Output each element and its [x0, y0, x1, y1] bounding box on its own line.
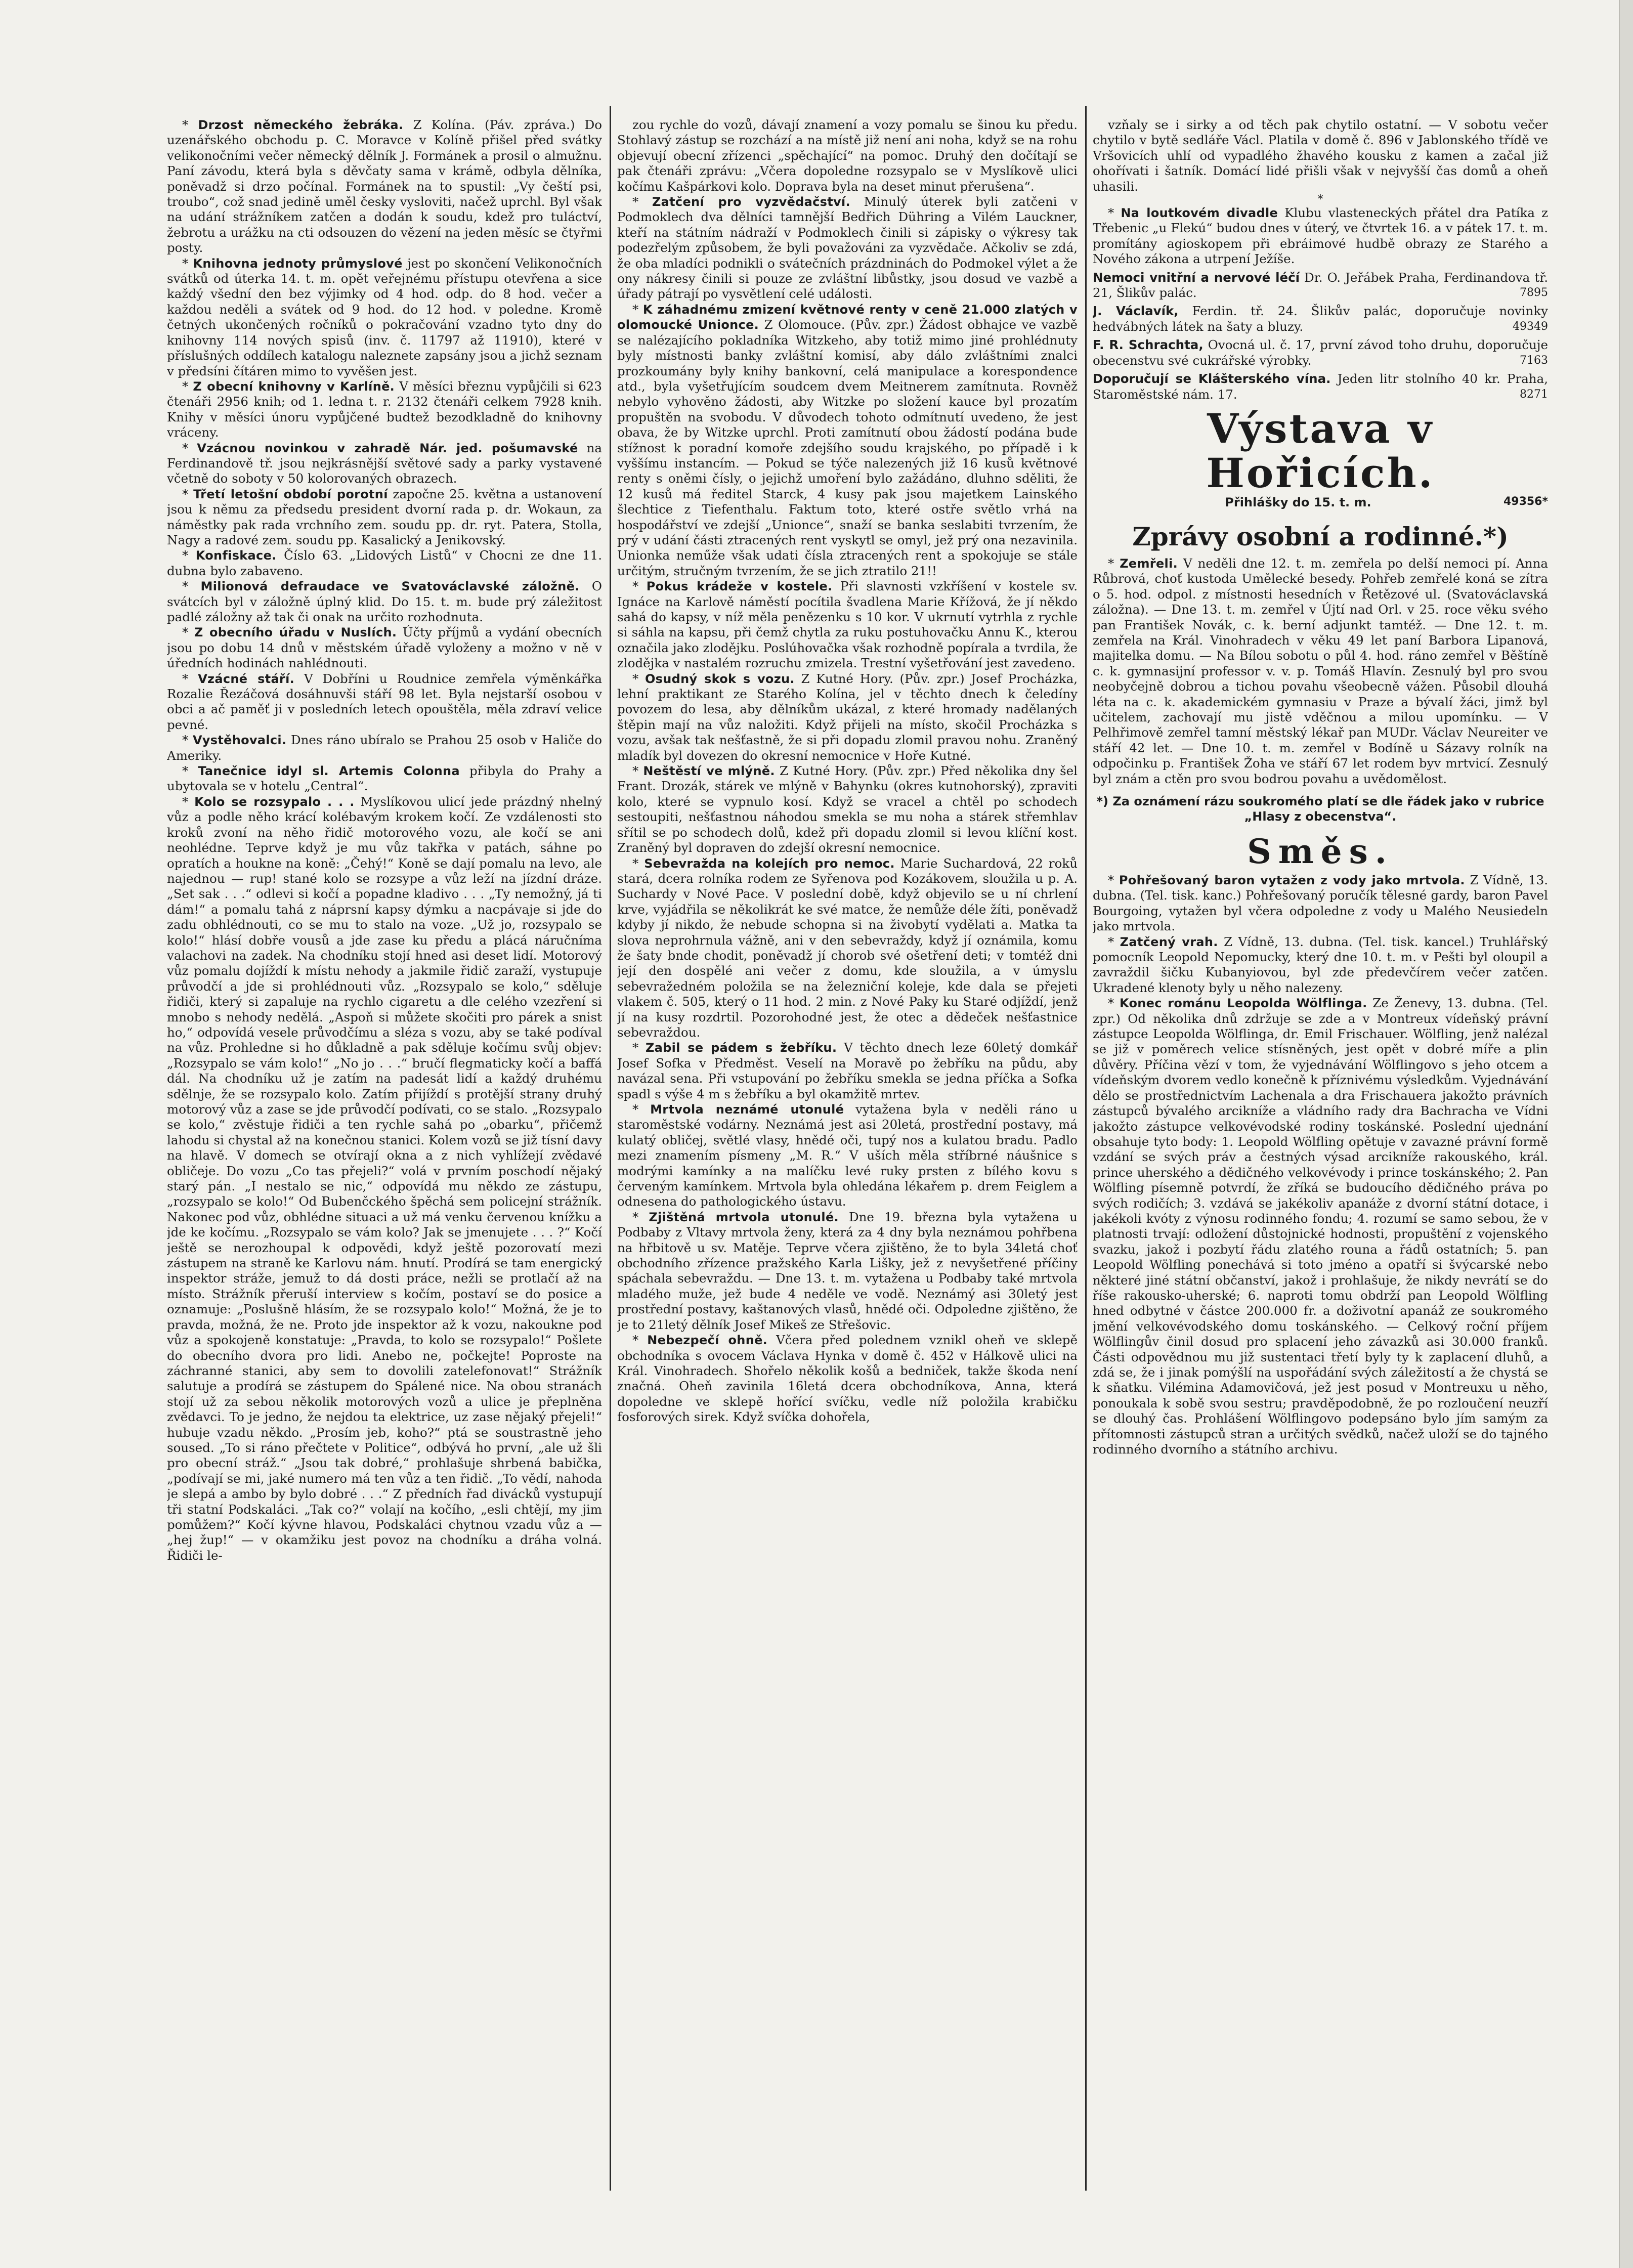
article-star: * — [182, 440, 197, 455]
article-text: Minulý úterek byli zatčeni v Podmoklech dva dělníci tamnější Bedřich Dühring a Vilém Lauckner, kteří na státním nádraží v Podmoklech činili si zápisky o výkresy tak podezřelým způsobem, že byli považováni za vyzvědače. Ačkoliv se zdá, že oba mladíci podnikli o svátečních prázdninách do Podmokel výlet a že ony nákresy činili si pouze ze zvláštní libůstky, jsou dosud ve vazbě a úřady pátrají po vysvětlení celé události. — [617, 194, 1078, 302]
article-text: jest po skončení Velikonočních svátků od úterka 14. t. m. opět veřejnému přístupu otevřena a sice každý všední den bez výjimky od 4 hod. odp. do 8 hod. večer a každou neděli a svátek od 9 hod. do 12 hod. v poledne. Kromě četných ukončených ročníků o pokračování vzadno tyto dny do knihovny 114 nových spisů (inv. č. 11797 až 11910), které v příslušných oddílech katalogu naleznete zapsány jsou a jichž seznam v předsíni čítáren mimo to vyvěšen jest. — [167, 255, 602, 378]
article-star: * — [1108, 934, 1120, 949]
article — [617, 1102, 1078, 1210]
article-text: vzňaly se i sirky a od těch pak chytilo ostatní. — V sobotu večer chytilo v bytě sedláře Václ. Platila v domě č. 896 v Jablonského třídě ve Vršovicích uhlí od vypadlého žhavého kousku z kamen a začal již ohořívati i šatník. Domácí lidé přišli však v nejvyšší čas domů a oheň uhasili. — [1093, 117, 1548, 194]
article — [617, 1210, 1078, 1333]
article-text: V Dobříni u Roudnice zemřela výměnkářka Rozalie Řezáčová dosáhnuvši stáří 98 let. Byla nejstarší osobou v obci a ač paměť ji v posledních letech opouštěla, měla zdraví velice pevné. — [167, 671, 602, 732]
exhibition-subtitle-text: Přihlášky do 15. t. m. — [1225, 495, 1371, 509]
article-star: * — [182, 548, 196, 563]
smes-section-title: Směs. — [1247, 832, 1394, 871]
article-text: Dnes ráno ubíralo se Prahou 25 osob v Haliče do Ameriky. — [167, 733, 602, 763]
article-heading: Z obecního úřadu v Nuslích. — [194, 625, 397, 640]
article — [167, 763, 602, 794]
article-heading: Na loutkovém divadle — [1121, 206, 1278, 221]
advertisement — [1093, 304, 1548, 334]
article-star: * — [1108, 996, 1120, 1011]
article — [167, 794, 602, 1563]
column-2-articles — [617, 117, 1078, 1425]
article-heading: Milionová defraudace ve Svatováclavské záložně. — [200, 579, 580, 594]
article-text: zou rychle do vozů, dávají znamení a vozy pomalu se šinou ku předu. Stohlavý zástup se rozchází a na místě již není ani noha, když se na rohu objevují obecní zřízenci „spěchající“ na pomoc. Druhý den dočítají se pak čtenáři zprávu: „Včera dopoledne rozsypalo se v Myslíkově ulici kočímu Kašpárkovi kolo. Doprava byla na deset minut přerušena“. — [617, 117, 1078, 194]
article-heading: Vzácné stáří. — [198, 671, 295, 686]
article-star: * — [1108, 555, 1120, 571]
article-text: Při slavnosti vzkříšení v kostele sv. Ignáce na Karlově náměstí pocítila švadlena Marie Křížová, že jí někdo sahá do kapsy, v níž měla penězenku s 10 kor. V ukrnutí vytrhla z rychle si sáhla na kapsu, při čemž chytla za ruku postuhovačku Annu K., kterou označila jako zlodějku. Poslúhovačka však rozhodně popírala a tvrdila, že zlodějka v nastalém rozruchu zmizela. Trestní vyšetřování jest zavedeno. — [617, 579, 1078, 671]
article — [617, 763, 1078, 855]
article-text: Účty příjmů a vydání obecních jsou po dobu 14 dnů v městském úřadě vyloženy a možno v ně v úředních hodinách nahlédnouti. — [167, 625, 602, 671]
article — [617, 1040, 1078, 1102]
ad-text: Jeden litr stolního 40 kr. Praha, Staroměstské nám. 17. — [1093, 371, 1548, 402]
article — [167, 487, 602, 548]
article-star: * — [632, 194, 652, 209]
smes-article — [1093, 996, 1548, 1457]
article-star: * — [182, 117, 198, 132]
article-heading: Zatčený vrah. — [1120, 934, 1218, 949]
article-star: * — [632, 1209, 649, 1224]
article-heading: Osudný skok s vozu. — [644, 671, 795, 686]
advertisement — [1093, 371, 1548, 402]
article-text: Z Olomouce. (Pův. zpr.) Žádost obhajce ve vazbě se nalézajícího pokladníka Witzkeho, aby totiž mimo jiné prohlédnuty byly místnosti banky zvláštní komisí, aby dálo zvláštními znalci prozkoumány byly knihy bankovní, celá manipulace a korespondence atd., byla vyšetřujícím soudcem dvem Meitnerem zamítnuta. Rovněž nebylo vyhověno žádosti, aby Witzke po složení kauce byl prozatím propuštěn na svobodu. V důvodech tohoto odmítnutí uvedeno, že jest obava, že by Witzke uprchl. Proti zamítnutí obou žádostí podána bude stížnost k poradní komoře zdejšího soudu krajského, po případě i k vyššímu instancím. — Pokud se týče nalezených již 16 kusů květnové renty s oněmi čísly, o jejichž umoření bylo zažádáno, dluhno sděliti, že 12 kusů má ředitel Starck, 4 kusy pak jsou majetkem Lainského šlechtice z Tiefenthalu. Faktum toto, které ostře světlo vrhá na hospodářství ve zdejší „Unionce“, snaží se banka seslabiti tvrzením, že prý v udání části ztracených rent vyskytl se omyl, jež prý ona nezavinila. Unionka neműže však udati čísla ztracených rent a spokojuje se stále určitým, stručným tvrzením, že se jich ztratilo 21!! — [617, 317, 1078, 578]
article-star: * — [632, 1040, 646, 1055]
article — [167, 117, 602, 256]
smes-news — [1093, 873, 1548, 1457]
article-text: Myslíkovou ulicí jede prázdný nhelný vůz a podle něho krácí kolébavým krokem kočí. Ze vzdálenosti sto kroků zvoní na něho řidič motorového vozu, ale kočí se ani neohlédne. Teprve když je mu vůz takřka v patách, sáhne po opratích a houkne na koně: „Čehý!“ Koně se dají pomalu na levo, ale najednou — rup! stané kolo se rozsype a vůz leží na jízdní dráze. „Set sak . . .“ odlevi si kočí a popadne kladivo . . . „Ty nemožný, já ti dám!“ a pomalu tahá z náprsní kapsy dýmku a nacpávaje si jde do zadu obhlédnouti, co se mu to stalo na voze. „Už jo, rozsypalo se kolo!“ hlásí dobře vousů a jde zase ku předu a plácá náručníma valachovi na zadek. Na chodníku stojí hned asi deset lidí. Motorový vůz pomalu dojíždí k místu nehody a jakmile řidič zaraží, vystupuje průvodčí a jde si prohlédnouti vůz. „Rozsypalo se kolo,“ sděluje řidiči, který si zapaluje na rychlo cigaretu a dle celého vzezření si mnobo s nehody nedělá. „Aspoň si můžete skočiti pro párek a snist ho,“ odpovídá vesele průvodčímu a sléza s vozu, aby se také podíval na vůz. Prohledne si ho důkladně a pak sděluje kočímu svůj objev: „Rozsypalo se vám kolo!“ „No jo . . .“ bručí flegmaticky kočí a baffá dál. Na chodníku už je zatím na padesát lidí a každý druhému sdělnje, že se rozsypalo kolo. Zatím přijíždí s protější strany druhý motorový vůz a zase se jde průvodčí podívati, co se stalo. „Rozsypalo se kolo,“ zvěstuje řidiči a ten rychle sahá po „obarku“, přičemž lahodu si chystal až na konečnou stanici. Kolem vozů se již tísní davy na hlavě. V domech se otvírají okna a z nich vyhlížejí zvědavé obličeje. Do vozu „Co tas přejeli?“ volá v prvním poschodí nějaký starý pán. „I nestalo se nic,“ odpovídá mu někdo ze zástupu, „rozsypalo se kolo!“ Od Bubenčckého špěchá sem policejní strážník. Nakonec pod vůz, obhlédne situaci a už má venku červenou knížku a jde ke kočímu. „Rozsypalo se vám kolo? Jak se jmenujete . . . ?“ Kočí ještě se nerozhoupal k odpovědi, když ještě pozorovatí mezi zástupem na straně ke Karlovu nám. hnutí. Prodírá se tam energický inspektor stráže, jemuž to dá dosti práce, nežli se protlačí až na místo. Strážník přeruší interview s kočím, postaví se do posice a oznamuje: „Poslušně hlásím, že se rozsypalo kolo!“ Možná, že je to pravda, možná, že ne. Proto jde inspektor až k vozu, nakouknе pod vůz a spokojeně konstatuje: „Pravda, to kolo se rozsypalo!“ Pošlete do obecního dvora pro lidi. Anebo ne, počkejte! Poproste na záchranné stanici, aby sem to dovolili zatelefonovat!“ Strážník salutuje a prodírá se zástupem do Spálené nice. Na obou stranách stojí už za sebou několik motorových vozů a ulice je přeplněna zvědavci. To je jedno, že nejdou ta elektrice, uz zase nějaký přejeli!“ hubuje vzadu někdo. „Prosím jeb, koho?“ ptá se soustrastně jeho soused. „To si ráno přečtete v Politice“, odbývá ho první, „ale už šli pro obecní stráž.“ „Jsou tak dobré,“ prohlašuje shrbená babička, „podívají se mi, jaké numero má ten vůz a ten řidič. „To vědí, nahoda je slepá a ambo by bylo dobré . . .“ Z předních řad divácků vystupují tři statní Podskaláci. „Tak co?“ volají na kočího, „esli chtějí, my jim pomůžem?“ Kočí kývne hlavou, Podskaláci chytnou vzadu vůz a — „hej žup!“ — v okamžiku jest povoz na chodníku a dráha volná. Řidiči le- — [167, 794, 602, 1563]
article — [617, 856, 1078, 1041]
article-heading: Konec románu Leopolda Wölflinga. — [1119, 996, 1367, 1011]
article-heading: Vzácnou novinkou v zahradě Nár. jed. pošumavské — [197, 441, 578, 455]
article — [617, 194, 1078, 302]
ad-name: Nemoci vnitřní a nervové léčí — [1093, 270, 1300, 285]
article-text: Z Vídně, 13. dubna. (Tel. tisk. kancel.) Truhlářský pomocník Leopold Nepomucky, který dne 10. t. m. v Pešti byl oloupil a zavraždil šičku Kubanyiovou, byl zde předevčírem večer zatčen. Ukradené klenoty byly u něho nalezeny. — [1093, 934, 1548, 995]
smes-article — [1093, 873, 1548, 934]
article-heading: Z obecní knihovny v Karlíně. — [193, 379, 395, 394]
ad-text: Ovocná ul. č. 17, první závod toho druhu, doporučuje obecenstvu své cukrářské výrobky. — [1093, 337, 1548, 368]
ad-name: J. Václavík, — [1093, 304, 1179, 319]
column-2 — [617, 117, 1078, 2202]
personal-notice — [1093, 556, 1548, 787]
article — [167, 441, 602, 487]
article-text: Dne 19. března byla vytažena u Podbaby z Vltavy mrtvola ženy, která za 4 dny byla neznámou pohřbena na hřbitově u sv. Matěje. Teprve včera zjištěno, že to byla 34letá choť obchodního zřízence pražského Karla Lišky, jež z nevyšetřené příčiny spáchala sebevraždu. — Dne 13. t. m. vytažena u Podbaby také mrtvola mladého muže, jež bude 4 neděle ve vodě. Neznámý asi 30letý jest prostřední postavy, kaštanových vlasů, hnědé oči. Odpoledne zjištěno, že je to 21letý dělník Josef Mikeš ze Střešovic. — [617, 1209, 1078, 1332]
article-text: O svátcích byl v záložně úplný klid. Do 15. t. m. bude prý záležitost padlé záložny až tak či onak na určito rozhodnuta. — [167, 579, 602, 624]
article-heading: Zjištěná mrtvola utonulé. — [649, 1210, 839, 1224]
article-text: započne 25. května a ustanovení jsou k němu za předsedu president dvorní rada p. dr. Wokaun, za náměstky pak rada vrchního zem. soudu pp. dr. ryt. Patera, Stolla, Nagy a radové zem. soudu pp. Kasalický a Jenikovský. — [167, 486, 602, 547]
article-text: V těchto dnech leze 60letý domkář Josef Sofka v Předměst. Veselí na Moravě po žebříku na půdu, aby navázal sena. Při vstupování po žebříku smekla se jedna příčka a Sofka spadl s výše 4 m s žebříku a byl okamžitě mrtev. — [617, 1040, 1078, 1101]
article-text: Z Kutné Hory. (Pův. zpr.) Josef Procházka, lehní praktikant ze Starého Kolína, jel v těchto dnech k čeledíny povozem do lesa, aby dělníkům ukázal, z které hromady nadělaných štěpin mají na vůz naložiti. Když přijeli na místo, skočil Procházka s vozu, avšak tak nešťastně, že si při dopadu zlomil pravou nohu. Zraněný mladík byl dovezen do okresní nemocnice v Hoře Kutné. — [617, 671, 1078, 763]
exhibition-title: Výstava v Hořicích. — [1206, 404, 1435, 497]
article-star: * — [632, 671, 645, 686]
article-heading: Třetí letošní období porotní — [193, 487, 388, 501]
article-heading: Zatčení pro vyzvědačství. — [652, 195, 850, 209]
article-text: vytažena byla v neděli ráno u staroměstské vodárny. Neznámá jest asi 20letá, prostřední postavy, má kulatý obličej, světlé vlasy, hnědé oči, tupý nos a kulatou bradu. Padlo mezi znamením písmeny „M. R.“ V uších měla stříbrné náušnice s modrými kamínky a na malíčku levé ruky prsten z bílého kovu s červeným kamínkem. Mrtvola byla ohledána lékařem p. drem Feiglem a odnesena do pathologického ústavu. — [617, 1102, 1078, 1209]
article-star: * — [632, 855, 644, 871]
advertisement — [1093, 270, 1548, 301]
article-star: * — [1108, 205, 1121, 221]
article-heading: Sebevražda na kolejích pro nemoc. — [644, 856, 895, 871]
advertisement — [1093, 337, 1548, 368]
column-1-articles — [167, 117, 602, 1563]
article-text: Číslo 63. „Lidových Listů“ v Chocni ze dne 11. dubna bylo zabaveno. — [167, 548, 602, 578]
article — [167, 733, 602, 763]
article-heading: Zemřeli. — [1120, 556, 1178, 571]
ad-number: 8271 — [1520, 388, 1548, 401]
column-rule-1 — [610, 106, 611, 2191]
article — [617, 579, 1078, 671]
article-star: * — [632, 763, 643, 779]
article-heading: Pokus krádeže v kostele. — [646, 579, 833, 594]
article-star: * — [182, 378, 193, 394]
article-heading: Zabil se pádem s žebříku. — [645, 1041, 837, 1055]
article — [167, 379, 602, 441]
article-heading: Kolo se rozsypalo . . . — [194, 794, 355, 809]
article-heading: Drzost německého žebráka. — [198, 118, 404, 132]
ad-number: 7163 — [1520, 354, 1548, 367]
article — [167, 256, 602, 379]
advertisements — [1093, 270, 1548, 402]
article-heading: Vystěhovalci. — [192, 733, 287, 748]
article-heading: Tanečnice idyl sl. Artemis Colonna — [198, 764, 460, 779]
smes-article — [1093, 934, 1548, 996]
article-text: Marie Suchardová, 22 roků stará, dcera rolníka rodem ze Syřenova pod Kozákovem, sloužila u p. A. Suchardy v Nové Pace. V poslední době, když objevilo se u ní chrlení krve, vyjádřila se několikrát ke své matce, že nemůže déle žíti, poněvadž kdyby jí nikdo, že nebude schopna si na živobytí vydělati a. Matka ta slova neprohrnula vážně, ani v den sebevraždy, když jí oznámila, komu že šaty bnde chodit, poněvadž jí chorob své ošetření deti; v tomtéž dni její den dospělé ani večer z domu, kde sloužila, a v úmyslu sebevražedném položila se na železniční koleje, kde dala se přejeti vlakem č. 505, který o 11 hod. 2 min. z Nové Paky ku Staré odjíždí, jenž jí na kusy rozdrtil. Pozorohodné jest, že otec a dědeček nešťastnice sebevraždou. — [617, 855, 1078, 1040]
article-star: * — [182, 794, 195, 809]
article-text: Z Kutné Hory. (Pův. zpr.) Před několika dny šel Frant. Drozák, stárek ve mlýně v Bahynku (okres kutnohorský), zpraviti kolo, které se vypnulo kosí. Když se vracel a chtěl po schodech sestoupiti, nešťastnou náhodou smekla se mu noha a stárek střemhlav sřítil se po schodech dolů, kdež při dopadu zlomil si levou klíční kost. Zraněný byl dopraven do zdejší okresní nemocnice. — [617, 763, 1078, 855]
article — [617, 302, 1078, 579]
article-star: * — [182, 671, 198, 686]
article-text: Klubu vlasteneckých přátel dra Patíka z Třebenic „u Flekú“ budou dnes v úterý, ve čtvrtek 16. a v pátek 17. t. m. promítány agioskopem při ebráimové hudbě obrazy ze Starého a Nového zákona a utrpení Ježíše. — [1093, 205, 1548, 267]
footnote: *) Za oznámení rázu soukromého platí se dle řádek jako v rubrice „Hlasy z obecenstva“. — [1096, 794, 1544, 824]
ad-number: 49349 — [1513, 320, 1548, 333]
article-star: * — [182, 763, 198, 779]
article-text: na Ferdinandově tř. jsou nejkrásnější světové sady a parky vystavené včetně do soboty v 50 kolorovaných obrazech. — [167, 440, 602, 486]
page-edge — [1619, 0, 1633, 2268]
article — [617, 671, 1078, 763]
article-heading: Neštěstí ve mlýně. — [643, 764, 775, 779]
article-heading: Konfiskace. — [195, 548, 277, 563]
ad-name: Doporučují se Klášterského vína. — [1093, 371, 1331, 387]
article-text: Z Vídně, 13. dubna. (Tel. tisk. kanc.) Pohřešovaný poručík tělesné gardy, baron Pavel Bourgoing, vytažen byl včera odpoledne z vody u Malého Neusiedeln jako mrtvola. — [1093, 873, 1548, 934]
article-star: * — [632, 1102, 651, 1117]
article-star: * — [182, 486, 194, 501]
article-heading: K záhadnému zmizení květnové renty v ceně 21.000 zlatých v olomoucké Unioncе. — [617, 302, 1078, 332]
ad-name: F. R. Schrachta, — [1093, 337, 1204, 353]
article — [167, 548, 602, 579]
article — [1093, 205, 1548, 267]
article — [617, 117, 1078, 194]
article-star: * — [182, 625, 194, 640]
personal-news — [1093, 556, 1548, 787]
article-star: * — [1108, 873, 1119, 887]
article — [617, 1333, 1078, 1425]
column-rule-2 — [1085, 106, 1087, 2191]
exhibition-subtitle — [1093, 495, 1548, 509]
separator-star: * — [1317, 193, 1323, 206]
article-heading: Pohřešovaný baron vytažen z vody jako mrtvola. — [1119, 873, 1465, 887]
exhibition-number: 49356* — [1503, 495, 1548, 508]
article — [1093, 117, 1548, 194]
personal-section-title: Zprávy osobní a rodinné.*) — [1132, 521, 1509, 551]
article-star: * — [632, 1333, 648, 1348]
column-1 — [167, 117, 602, 2202]
ad-number: 7895 — [1520, 286, 1548, 299]
article — [167, 579, 602, 625]
article-star: * — [632, 579, 647, 594]
column-3-top-articles — [1093, 117, 1548, 267]
article-text: Z Kolína. (Páv. zpráva.) Do uzenářského obchodu p. C. Moravce v Kolíně přišel před svátky velikonočními večer německý dělník J. Formánek a prosil o almužnu. Paní závodu, která byla s děvčaty sama v krámě, odbyla dělníka, poněvadž si drzo počínal. Formánek na to spustil: „Vy čeští psi, troubo“, což snad jedině uměl česky vysloviti, načež uprchl. Byl však na udání strážníkem zatčen a dodán k soudu, kdež pro tuláctví, žebrotu a urážku na cti odsouzen do vězení na jeden měsíc se čtyřmi posty. — [167, 117, 602, 255]
ad-text: Ferdin. tř. 24. Šlikův palác, doporučuje novinky hedvábných látek na šaty a bluzy. — [1093, 304, 1548, 334]
article-star: * — [182, 255, 193, 271]
article-heading: Mrtvola neznámé utonulé — [650, 1102, 844, 1117]
article-heading: Nebezpečí ohně. — [647, 1333, 768, 1348]
article — [167, 671, 602, 733]
article-star: * — [182, 579, 201, 594]
article-text: Ze Ženevy, 13. dubna. (Tel. zpr.) Od několika dnů zdržuje se zde a v Montreux vídeňský právní zástupce Leopolda Wölflinga, dr. Emil Frischauer. Wölfling, jenž nalézal se již v poměrech velice stísněných, jest opět v dobré míře a plin důvěry. Příčina vězí v tom, že vyjednávání Wölflingovo s jeho otcem a vídeňským dvorem vedlo konečně k příznivému výsledkům. Vyjednávání dělo se prostřednictvím Lachenala a dra Frischauera jakožto právních zástupců bývalého arcikníže a vládního rady dra Bachracha ve Vídni jakožto zástupce velkovévodské rodiny toskánské. Poslední ujednání obsahuje tyto body: 1. Leopold Wölfling opětuje v zavazné právní formě vzdání se svých práv a čestných výsad arcikníže rakouského, král. prince uherského a dědičného velkovévody i prince toskánského; 2. Pan Wölfling písemně potvrdí, že zříká se budoucího dědičného práva po svých rodičích; 3. vzdává se jakékoliv apanáže z dvorní státní dotace, i jakékoli kvóty z výnosu rodinného fondu; 4. rozumí se samo sebou, že v platnosti trvají: odložení důstojnické hodnosti, propuštění z vojenského svazku, jakož i pozbytí řádu zlatého rouna a řádů ostatních; 5. pan Leopold Wölfling ponechává si toto jméno a opatří si švýcarské nebo některé jiné státní občanství, jakož i prohlašuje, že nikdy nevrátí se do říše rakousko-uherské; 6. naproti tomu obdrží pan Leopold Wölfling hned odbytné v částce 200.000 fr. a doživotní apanáž ze soukromého jmění velkovévodského domu toskánského. — Celkový roční příjem Wölflingův činil dosud pro splacení jeho závazků asi 30.000 franků. Části odpovědnou mu již sustentaci třetí byly ty k zaplacení dluhů, a zdá se, že i jinak pomýšlí na uspořádání svých záležitostí a že chystá se k sňatku. Vilémina Adamovičová, jež jest posud v Montreuxu u něho, ponoukala k sobě svou sestru; pravděpodobně, že po rozloučení neuzří se dlouhý čas. Prohlášení Wölflingovo podepsáno bylo jím samým za přítomnosti zástupců stran a určitých svědků, načež uloží se do tajného rodinného dvorního a státního archivu. — [1093, 996, 1548, 1457]
article-text: V neděli dne 12. t. m. zemřela po delší nemoci pí. Anna Růbrová, choť kustoda Umělecké besedy. Pohřeb zemřelé koná se zítra o 5. hod. odpol. z místnosti hesedních v Řetězové ul. (Svatováclavská záložna). — Dne 13. t. m. zemřel v Újtí nad Orl. v 25. roce věku svého pan František Novák, c. k. berní adjunkt tamtéž. — Dne 12. t. m. zemřela na Král. Vinohradech v věku 49 let paní Barbora Lipanová, majitelka domu. — Na Bílou sobotu o půl 4. hod. ráno zemřel v Běštíně c. k. gymnasijní professor v. v. p. Tomáš Hlavín. Zesnulý byl pro svou neobyčejně dobrou a tichou povahu všeobecně vážen. Působil dlouhá léta na c. k. akademickém gymnasiu v Praze a bývalí žáci, jimž byl učitelem, zachovají mu jistě vděčnou a milou upomínku. — V Pelhřimově zemřel tamní městský lékař pan MUDr. Václav Neureiter ve stáří 42 let. — Dne 10. t. m. zemřel v Bodíně u Sázavy rolník na odpočinku p. František Žoha ve stáří 67 let rodem byv mrtvicí. Zesnulý byl znám a ctěn pro svou bodrou povahu a uvědomělost. — [1093, 555, 1548, 786]
article-star: * — [632, 302, 643, 317]
ad-text: Dr. O. Jeřábek Praha, Ferdinandova tř. 21, Šlikův palác. — [1093, 270, 1548, 301]
column-3 — [1093, 117, 1548, 2202]
article — [167, 625, 602, 671]
article-text: Včera před polednem vznikl oheň ve sklepě obchodníka s ovocem Václava Hynka v domě č. 452 v Hálkově ulici na Král. Vinohradech. Shořelo několik košů a bedniček, takže škoda není značná. Oheň zavinila 16letá dcera obchodníkova, Anna, která dopoledne ve sklepě hořící svíčku, vedle níž položila krabičku fosforových sirek. Když svíčka dohořela, — [617, 1333, 1078, 1425]
article-star: * — [182, 733, 193, 748]
article-heading: Knihovna jednoty průmyslové — [193, 256, 403, 271]
article-text: V měsíci březnu vypůjčili si 623 čtenáři 2956 knih; od 1. ledna t. r. 2132 čtenáři celkem 7928 knih. Knihy v měsíci únoru vypůjčené budtež bezodkladně do knihovny vráceny. — [167, 378, 602, 440]
article-text: přibyla do Prahy a ubytovala se v hotelu „Central“. — [167, 763, 602, 794]
